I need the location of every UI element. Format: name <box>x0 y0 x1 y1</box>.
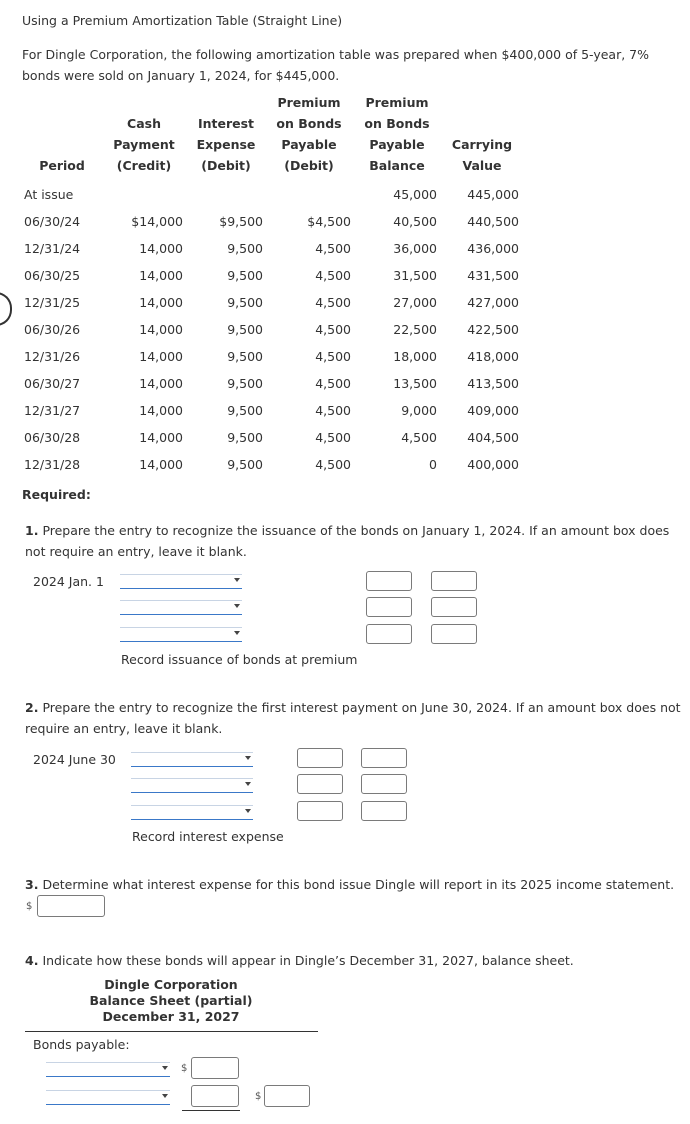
cell-cash: 14,000 <box>139 268 183 283</box>
cell-cash: $14,000 <box>131 214 183 229</box>
table-row <box>0 188 690 215</box>
cell-carrying: 409,000 <box>467 403 519 418</box>
question-1 <box>25 520 685 562</box>
q2-account-select-3[interactable] <box>131 805 253 820</box>
q2-credit-input-1[interactable] <box>361 748 407 768</box>
cell-balance: 18,000 <box>393 349 437 364</box>
q4-total-input[interactable] <box>264 1085 310 1107</box>
cell-balance: 9,000 <box>401 403 437 418</box>
header-interest-expense: Interest Expense (Debit) <box>196 116 256 173</box>
cell-interest: 9,500 <box>227 295 263 310</box>
required-label: Required: <box>22 487 91 502</box>
bs-heading-rule <box>25 1031 318 1032</box>
q2-debit-input-3[interactable] <box>297 801 343 821</box>
chevron-down-icon <box>245 782 251 786</box>
cell-balance: 27,000 <box>393 295 437 310</box>
question-3 <box>25 874 685 895</box>
chevron-down-icon <box>234 631 240 635</box>
question-4-number: 4. <box>25 953 39 968</box>
cell-period: 06/30/24 <box>24 214 81 229</box>
table-row <box>0 377 690 404</box>
q4-account-select-2[interactable] <box>46 1090 170 1105</box>
question-2-text: Prepare the entry to recognize the first interest payment on June 30, 2024. If an amount box does not require an entry, leave it blank. <box>25 700 681 736</box>
cell-period: 12/31/27 <box>24 403 81 418</box>
table-row <box>0 431 690 458</box>
q1-account-select-2[interactable] <box>120 600 242 615</box>
cell-carrying: 440,500 <box>467 214 519 229</box>
q1-caption: Record issuance of bonds at premium <box>121 652 358 667</box>
q4-subtotal-rule <box>182 1110 240 1111</box>
cell-period: 12/31/26 <box>24 349 81 364</box>
cell-balance: 22,500 <box>393 322 437 337</box>
cell-cash: 14,000 <box>139 376 183 391</box>
header-carrying-value: Carrying Value <box>451 137 513 173</box>
q2-credit-input-2[interactable] <box>361 774 407 794</box>
q2-credit-input-3[interactable] <box>361 801 407 821</box>
header-cash-payment: Cash Payment (Credit) <box>113 116 175 173</box>
cell-balance: 40,500 <box>393 214 437 229</box>
cell-carrying: 431,500 <box>467 268 519 283</box>
q1-credit-input-2[interactable] <box>431 597 477 617</box>
cell-carrying: 422,500 <box>467 322 519 337</box>
cell-balance: 0 <box>429 457 437 472</box>
chevron-down-icon <box>234 604 240 608</box>
cell-premium: 4,500 <box>315 430 351 445</box>
q4-account-select-1[interactable] <box>46 1062 170 1077</box>
cell-premium: 4,500 <box>315 457 351 472</box>
header-premium-balance: Premium on Bonds Payable Balance <box>364 95 430 173</box>
table-row <box>0 323 690 350</box>
question-4-text: Indicate how these bonds will appear in Dingle’s December 31, 2027, balance sheet. <box>42 953 574 968</box>
table-row <box>0 458 690 485</box>
cell-balance: 4,500 <box>401 430 437 445</box>
cell-interest: 9,500 <box>227 457 263 472</box>
chevron-down-icon <box>162 1094 168 1098</box>
cell-cash: 14,000 <box>139 241 183 256</box>
question-2 <box>25 697 685 739</box>
cell-cash: 14,000 <box>139 322 183 337</box>
q4-dollar-sign-1: $ <box>181 1063 188 1074</box>
question-2-number: 2. <box>25 700 39 715</box>
question-1-number: 1. <box>25 523 39 538</box>
q1-debit-input-1[interactable] <box>366 571 412 591</box>
bs-statement: Balance Sheet (partial) <box>89 993 253 1008</box>
cell-period: 06/30/27 <box>24 376 81 391</box>
cell-cash: 14,000 <box>139 430 183 445</box>
chevron-down-icon <box>245 756 251 760</box>
cell-carrying: 427,000 <box>467 295 519 310</box>
cell-premium: 4,500 <box>315 268 351 283</box>
q4-amount-input-2[interactable] <box>191 1085 239 1107</box>
q1-credit-input-1[interactable] <box>431 571 477 591</box>
cell-period: 06/30/25 <box>24 268 81 283</box>
table-row <box>0 269 690 296</box>
q2-debit-input-1[interactable] <box>297 748 343 768</box>
cell-carrying: 400,000 <box>467 457 519 472</box>
cell-premium: 4,500 <box>315 295 351 310</box>
cell-premium: 4,500 <box>315 349 351 364</box>
cell-balance: 13,500 <box>393 376 437 391</box>
cell-balance: 36,000 <box>393 241 437 256</box>
problem-intro: For Dingle Corporation, the following amortization table was prepared when $400,000 of 5-year, 7% bonds were sold on January 1, 2024, for $445,000. <box>22 47 650 83</box>
cell-carrying: 404,500 <box>467 430 519 445</box>
question-4 <box>25 950 685 971</box>
cell-interest: 9,500 <box>227 376 263 391</box>
bs-company: Dingle Corporation <box>104 977 238 992</box>
cell-premium: 4,500 <box>315 403 351 418</box>
cell-premium: 4,500 <box>315 376 351 391</box>
cell-carrying: 418,000 <box>467 349 519 364</box>
q1-account-select-3[interactable] <box>120 627 242 642</box>
header-period: Period <box>39 158 85 173</box>
cell-interest: 9,500 <box>227 403 263 418</box>
chevron-down-icon <box>234 578 240 582</box>
cell-period: 12/31/28 <box>24 457 81 472</box>
cell-period: 06/30/26 <box>24 322 81 337</box>
cell-period: 12/31/24 <box>24 241 81 256</box>
table-row <box>0 404 690 431</box>
chevron-down-icon <box>245 809 251 813</box>
bs-bonds-payable-label: Bonds payable: <box>33 1037 130 1052</box>
page-title: Using a Premium Amortization Table (Straight Line) <box>22 13 343 28</box>
cell-interest: 9,500 <box>227 322 263 337</box>
question-1-text: Prepare the entry to recognize the issuance of the bonds on January 1, 2024. If an amount box does not require an entry, leave it blank. <box>25 523 670 559</box>
cell-period: At issue <box>24 187 74 202</box>
cell-interest: $9,500 <box>219 214 263 229</box>
cell-interest: 9,500 <box>227 349 263 364</box>
cell-carrying: 413,500 <box>467 376 519 391</box>
cell-interest: 9,500 <box>227 241 263 256</box>
q4-amount-input-1[interactable] <box>191 1057 239 1079</box>
cell-premium: 4,500 <box>315 322 351 337</box>
cell-carrying: 436,000 <box>467 241 519 256</box>
bs-date: December 31, 2027 <box>102 1009 240 1024</box>
table-row <box>0 242 690 269</box>
question-3-text: Determine what interest expense for this bond issue Dingle will report in its 2025 income statement. <box>42 877 675 892</box>
question-3-number: 3. <box>25 877 39 892</box>
q1-debit-input-3[interactable] <box>366 624 412 644</box>
cell-premium: $4,500 <box>307 214 351 229</box>
cell-cash: 14,000 <box>139 349 183 364</box>
cell-cash: 14,000 <box>139 295 183 310</box>
q4-dollar-sign-2: $ <box>255 1091 262 1102</box>
q2-caption: Record interest expense <box>132 829 284 844</box>
table-row <box>0 215 690 242</box>
cell-cash: 14,000 <box>139 403 183 418</box>
cell-period: 12/31/25 <box>24 295 81 310</box>
q3-interest-expense-input[interactable] <box>37 895 105 917</box>
q2-account-select-2[interactable] <box>131 778 253 793</box>
cell-interest: 9,500 <box>227 268 263 283</box>
header-premium-debit: Premium on Bonds Payable (Debit) <box>276 95 342 173</box>
cell-interest: 9,500 <box>227 430 263 445</box>
q2-account-select-1[interactable] <box>131 752 253 767</box>
q2-date: 2024 June 30 <box>33 752 116 767</box>
table-row <box>0 296 690 323</box>
q2-debit-input-2[interactable] <box>297 774 343 794</box>
q1-debit-input-2[interactable] <box>366 597 412 617</box>
chevron-down-icon <box>162 1066 168 1070</box>
q1-account-select-1[interactable] <box>120 574 242 589</box>
cell-balance: 31,500 <box>393 268 437 283</box>
q1-date: 2024 Jan. 1 <box>33 574 104 589</box>
q3-dollar-sign: $ <box>26 901 33 912</box>
cell-cash: 14,000 <box>139 457 183 472</box>
balance-sheet-heading <box>25 977 317 1025</box>
cell-period: 06/30/28 <box>24 430 81 445</box>
cell-balance: 45,000 <box>393 187 437 202</box>
q1-credit-input-3[interactable] <box>431 624 477 644</box>
table-row <box>0 350 690 377</box>
cell-carrying: 445,000 <box>467 187 519 202</box>
cell-premium: 4,500 <box>315 241 351 256</box>
